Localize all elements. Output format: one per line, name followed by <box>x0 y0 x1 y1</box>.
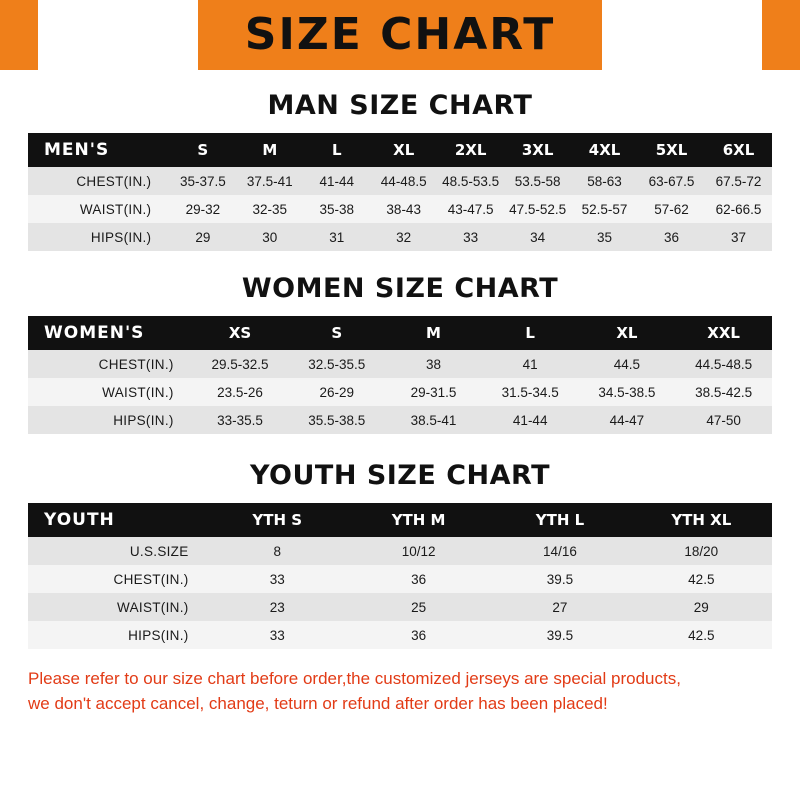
cell: 29.5-32.5 <box>192 350 289 378</box>
row-label: U.S.SIZE <box>28 537 207 565</box>
col-header-xl: XL <box>579 316 676 350</box>
cell: 58-63 <box>571 167 638 195</box>
cell: 35-37.5 <box>169 167 236 195</box>
table-header-row <box>28 316 772 350</box>
col-header-mens: MEN'S <box>28 133 169 167</box>
cell: 33 <box>207 621 348 649</box>
cell: 41-44 <box>482 406 579 434</box>
cell: 39.5 <box>489 621 630 649</box>
table-row <box>28 350 772 378</box>
banner-right-accent <box>602 0 762 70</box>
cell: 37 <box>705 223 772 251</box>
cell: 34 <box>504 223 571 251</box>
cell: 53.5-58 <box>504 167 571 195</box>
cell: 32.5-35.5 <box>288 350 385 378</box>
cell: 27 <box>489 593 630 621</box>
row-label: WAIST(IN.) <box>28 195 169 223</box>
cell: 8 <box>207 537 348 565</box>
cell: 29 <box>631 593 772 621</box>
cell: 41-44 <box>303 167 370 195</box>
cell: 43-47.5 <box>437 195 504 223</box>
cell: 42.5 <box>631 565 772 593</box>
cell: 23 <box>207 593 348 621</box>
col-header-yth-xl: YTH XL <box>631 503 772 537</box>
cell: 36 <box>638 223 705 251</box>
women-section-title: WOMEN SIZE CHART <box>241 273 559 304</box>
row-label: CHEST(IN.) <box>28 565 207 593</box>
cell: 33-35.5 <box>192 406 289 434</box>
cell: 29-31.5 <box>385 378 482 406</box>
youth-size-table <box>28 503 772 649</box>
table-header-row <box>28 133 772 167</box>
cell: 10/12 <box>348 537 489 565</box>
cell: 37.5-41 <box>236 167 303 195</box>
cell: 67.5-72 <box>705 167 772 195</box>
col-header-3xl: 3XL <box>504 133 571 167</box>
col-header-yth-l: YTH L <box>489 503 630 537</box>
man-section-title: MAN SIZE CHART <box>267 90 533 121</box>
col-header-xxl: XXL <box>675 316 772 350</box>
youth-section <box>0 460 800 649</box>
table-header-row <box>28 503 772 537</box>
cell: 39.5 <box>489 565 630 593</box>
table-row <box>28 378 772 406</box>
cell: 38.5-41 <box>385 406 482 434</box>
table-row <box>28 167 772 195</box>
row-label: WAIST(IN.) <box>28 593 207 621</box>
man-size-table <box>28 133 772 251</box>
cell: 44.5-48.5 <box>675 350 772 378</box>
cell: 63-67.5 <box>638 167 705 195</box>
women-size-table <box>28 316 772 434</box>
row-label: CHEST(IN.) <box>28 350 192 378</box>
cell: 31 <box>303 223 370 251</box>
cell: 18/20 <box>631 537 772 565</box>
col-header-5xl: 5XL <box>638 133 705 167</box>
cell: 35-38 <box>303 195 370 223</box>
cell: 25 <box>348 593 489 621</box>
cell: 23.5-26 <box>192 378 289 406</box>
cell: 38 <box>385 350 482 378</box>
table-row <box>28 565 772 593</box>
cell: 38.5-42.5 <box>675 378 772 406</box>
col-header-l: L <box>482 316 579 350</box>
col-header-6xl: 6XL <box>705 133 772 167</box>
cell: 41 <box>482 350 579 378</box>
cell: 33 <box>207 565 348 593</box>
page-title: SIZE CHART <box>244 9 556 60</box>
col-header-l: L <box>303 133 370 167</box>
cell: 62-66.5 <box>705 195 772 223</box>
row-label: HIPS(IN.) <box>28 406 192 434</box>
row-label: WAIST(IN.) <box>28 378 192 406</box>
table-row <box>28 195 772 223</box>
col-header-womens: WOMEN'S <box>28 316 192 350</box>
col-header-2xl: 2XL <box>437 133 504 167</box>
cell: 44-48.5 <box>370 167 437 195</box>
table-row <box>28 537 772 565</box>
cell: 26-29 <box>288 378 385 406</box>
header-banner <box>0 0 800 70</box>
table-row <box>28 621 772 649</box>
order-policy-note <box>28 667 772 716</box>
col-header-yth-m: YTH M <box>348 503 489 537</box>
cell: 34.5-38.5 <box>579 378 676 406</box>
cell: 29 <box>169 223 236 251</box>
cell: 32 <box>370 223 437 251</box>
cell: 47.5-52.5 <box>504 195 571 223</box>
cell: 38-43 <box>370 195 437 223</box>
note-line-1: Please refer to our size chart before order,the customized jerseys are special products, <box>28 669 681 688</box>
col-header-4xl: 4XL <box>571 133 638 167</box>
women-section <box>0 273 800 434</box>
col-header-m: M <box>236 133 303 167</box>
col-header-m: M <box>385 316 482 350</box>
table-row <box>28 593 772 621</box>
cell: 14/16 <box>489 537 630 565</box>
cell: 35 <box>571 223 638 251</box>
row-label: HIPS(IN.) <box>28 621 207 649</box>
cell: 29-32 <box>169 195 236 223</box>
cell: 36 <box>348 621 489 649</box>
col-header-xs: XS <box>192 316 289 350</box>
cell: 36 <box>348 565 489 593</box>
banner-left-accent <box>38 0 198 70</box>
table-row <box>28 223 772 251</box>
cell: 47-50 <box>675 406 772 434</box>
note-line-2: we don't accept cancel, change, teturn or refund after order has been placed! <box>28 693 608 713</box>
cell: 42.5 <box>631 621 772 649</box>
col-header-s: S <box>288 316 385 350</box>
row-label: CHEST(IN.) <box>28 167 169 195</box>
cell: 33 <box>437 223 504 251</box>
cell: 35.5-38.5 <box>288 406 385 434</box>
cell: 32-35 <box>236 195 303 223</box>
youth-section-title: YOUTH SIZE CHART <box>249 460 551 491</box>
cell: 52.5-57 <box>571 195 638 223</box>
col-header-youth: YOUTH <box>28 503 207 537</box>
col-header-yth-s: YTH S <box>207 503 348 537</box>
man-section <box>0 90 800 251</box>
cell: 57-62 <box>638 195 705 223</box>
cell: 31.5-34.5 <box>482 378 579 406</box>
table-row <box>28 406 772 434</box>
cell: 44.5 <box>579 350 676 378</box>
col-header-xl: XL <box>370 133 437 167</box>
col-header-s: S <box>169 133 236 167</box>
cell: 48.5-53.5 <box>437 167 504 195</box>
row-label: HIPS(IN.) <box>28 223 169 251</box>
cell: 30 <box>236 223 303 251</box>
cell: 44-47 <box>579 406 676 434</box>
